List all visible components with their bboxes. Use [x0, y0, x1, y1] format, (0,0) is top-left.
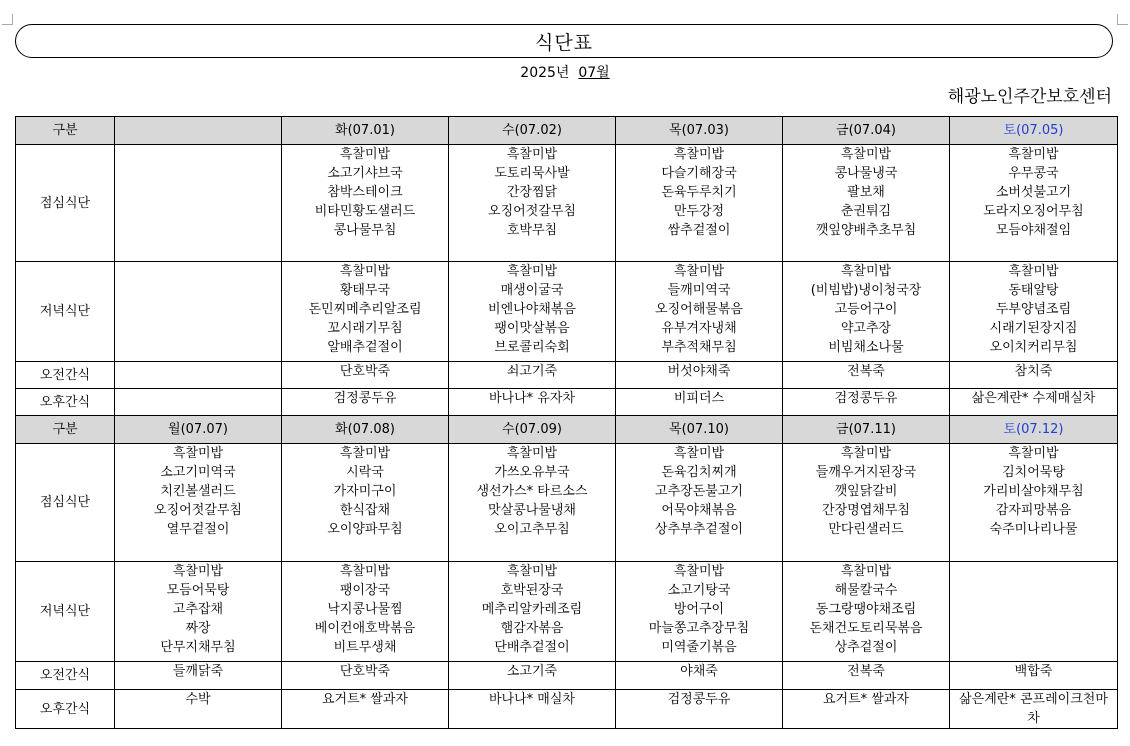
menu-item: 돈육김치찌개: [661, 465, 737, 480]
menu-item: 흑찰미밥: [339, 446, 391, 461]
menu-item: 오징어젓갈무침: [488, 204, 576, 219]
menu-item: 동그랑땡야채조림: [815, 602, 917, 617]
menu-item: 소버섯불고기: [995, 185, 1072, 200]
menu-item: 짜장: [185, 621, 211, 636]
menu-item: 흑찰미밥: [673, 446, 725, 461]
menu-item: 흑찰미밥: [1008, 446, 1059, 461]
menu-item: 약고추장: [840, 321, 892, 336]
day-header: 금(07.11): [783, 416, 950, 444]
row-pm-snack: [16, 389, 1118, 416]
menu-item: 흑찰미밥: [339, 147, 391, 162]
menu-item: 비엔나야채볶음: [488, 302, 576, 317]
row-label-header: 구분: [16, 416, 115, 444]
menu-item: 춘권튀김: [840, 204, 892, 219]
day-header: 화(07.08): [282, 416, 449, 444]
day-header: 금(07.04): [783, 117, 950, 145]
menu-cell: [449, 262, 616, 362]
day-header: 수(07.09): [449, 416, 616, 444]
day-header: 목(07.03): [616, 117, 783, 145]
menu-cell: [783, 444, 950, 562]
menu-item: 흑찰미밥: [840, 564, 892, 579]
menu-item: 베이컨애호박볶음: [314, 621, 416, 636]
menu-cell: 단호박죽: [282, 362, 449, 389]
menu-item: 흑찰미밥: [840, 264, 892, 279]
menu-item: 맛살콩나물냉채: [488, 503, 576, 518]
menu-cell: [783, 262, 950, 362]
row-label-pm-snack: 오후간식: [16, 690, 115, 729]
menu-item: 동태알탕: [1008, 283, 1059, 298]
menu-cell: [950, 145, 1118, 262]
menu-item: 한식잡채: [339, 503, 391, 518]
row-label-am-snack: 오전간식: [16, 362, 115, 389]
menu-cell: 전복죽: [783, 362, 950, 389]
menu-item: 치킨볼샐러드: [160, 484, 236, 499]
menu-item: 흑찰미밥: [1008, 147, 1059, 162]
menu-item: 낙지콩나물찜: [327, 602, 403, 617]
menu-cell: [783, 562, 950, 662]
menu-cell: [616, 262, 783, 362]
menu-item: 흑찰미밥: [506, 147, 558, 162]
menu-cell: [282, 145, 449, 262]
menu-item: 도라지오징어무침: [983, 204, 1084, 219]
year: 2025년: [520, 65, 570, 81]
menu-item: 돈채건도토리묵볶음: [809, 621, 923, 636]
menu-item: 열무겉절이: [166, 522, 230, 537]
row-label-dinner: 저녁식단: [16, 562, 115, 662]
menu-item: 흑찰미밥: [673, 264, 725, 279]
menu-table: [15, 116, 1118, 729]
menu-item: 흑찰미밥: [506, 564, 558, 579]
menu-item: 황태무국: [339, 283, 391, 298]
menu-item: 숙주미나리나물: [989, 522, 1078, 537]
menu-item: 팽이맛살볶음: [494, 321, 570, 336]
menu-cell: [115, 262, 282, 362]
menu-cell: 검정콩두유: [783, 389, 950, 416]
menu-item: 두부양념조림: [995, 302, 1072, 317]
week-header-row: [16, 117, 1118, 145]
menu-item: 비트무생채: [333, 640, 397, 655]
menu-item: 모듬야채절임: [995, 223, 1072, 238]
menu-item: 알배추겉절이: [327, 340, 403, 355]
menu-item: 유부겨자냉채: [661, 321, 737, 336]
menu-item: 흑찰미밥: [506, 264, 558, 279]
day-header: [115, 117, 282, 145]
menu-item: 미역줄기볶음: [661, 640, 737, 655]
menu-item: 상추부추겉절이: [655, 522, 743, 537]
menu-item: 돈육두루치기: [661, 185, 737, 200]
menu-item: 흑찰미밥: [840, 446, 892, 461]
row-label-header: 구분: [16, 117, 115, 145]
menu-cell: 비피더스: [616, 389, 783, 416]
menu-item: 어묵야채볶음: [661, 503, 737, 518]
menu-item: 흑찰미밥: [172, 446, 224, 461]
day-header: 수(07.02): [449, 117, 616, 145]
row-label-pm-snack: 오후간식: [16, 389, 115, 416]
menu-item: 차: [1027, 711, 1040, 726]
menu-item: 흑찰미밥: [506, 446, 558, 461]
menu-cell: 쇠고기죽: [449, 362, 616, 389]
menu-item: 다슬기해장국: [661, 166, 737, 181]
date-line: [0, 62, 1130, 82]
menu-item: 단무지채무침: [160, 640, 236, 655]
menu-cell: 단호박죽: [282, 662, 449, 690]
menu-item: 흑찰미밥: [1008, 264, 1059, 279]
menu-item: 팔보채: [847, 185, 885, 200]
row-label-lunch: 점심식단: [16, 444, 115, 562]
menu-cell: 삶은계란* 수제매실차: [950, 389, 1118, 416]
menu-cell: [115, 145, 282, 262]
menu-item: 간장찜닭: [506, 185, 558, 200]
menu-item: 간장명엽채무침: [822, 503, 910, 518]
menu-cell: [950, 262, 1118, 362]
menu-item: 흑찰미밥: [840, 147, 892, 162]
row-dinner: [16, 262, 1118, 362]
menu-item: 가리비살야채무침: [983, 484, 1084, 499]
menu-item: 김치어묵탕: [1002, 465, 1065, 480]
menu-item: 오이양파무침: [327, 522, 403, 537]
day-header: 토(07.12): [950, 416, 1118, 444]
menu-cell: [282, 262, 449, 362]
menu-cell: 백합죽: [950, 662, 1118, 690]
menu-item: 생선가스* 타르소스: [476, 484, 588, 499]
menu-cell: 검정콩두유: [282, 389, 449, 416]
menu-item: (비빔밥)냉이청국장: [810, 283, 922, 298]
row-am-snack: [16, 362, 1118, 389]
menu-item: 오이고추무침: [494, 522, 570, 537]
menu-cell: [950, 444, 1118, 562]
menu-item: 콩나물무침: [333, 223, 397, 238]
menu-cell: [950, 562, 1118, 662]
row-label-lunch: 점심식단: [16, 145, 115, 262]
menu-cell: 참치죽: [950, 362, 1118, 389]
menu-item: 매생이굴국: [500, 283, 564, 298]
row-dinner: [16, 562, 1118, 662]
menu-item: 호박무침: [506, 223, 558, 238]
menu-item: 소고기샤브국: [327, 166, 403, 181]
menu-cell: 버섯야채죽: [616, 362, 783, 389]
menu-cell: [115, 362, 282, 389]
menu-cell: [616, 444, 783, 562]
menu-cell: [282, 444, 449, 562]
menu-item: 흑찰미밥: [339, 264, 391, 279]
menu-item: 메추리알카레조림: [481, 602, 583, 617]
menu-cell: [449, 145, 616, 262]
menu-item: 만다린샐러드: [828, 522, 904, 537]
menu-cell: 요거트* 쌀과자: [282, 690, 449, 729]
menu-item: 오징어해물볶음: [655, 302, 743, 317]
menu-cell: 수박: [115, 690, 282, 729]
month: 07월: [578, 65, 610, 81]
menu-cell: [616, 145, 783, 262]
menu-item: 감자피망볶음: [995, 503, 1072, 518]
row-label-am-snack: 오전간식: [16, 662, 115, 690]
menu-item: 팽이장국: [339, 583, 391, 598]
row-label-dinner: 저녁식단: [16, 262, 115, 362]
week-header-row: [16, 416, 1118, 444]
menu-item: 가자미구이: [333, 484, 397, 499]
menu-item: 깻잎닭갈비: [834, 484, 898, 499]
menu-item: 호박된장국: [500, 583, 564, 598]
menu-cell: [449, 562, 616, 662]
menu-item: 깻잎양배추초무침: [815, 223, 917, 238]
menu-cell: [115, 444, 282, 562]
page-title: 식단표: [534, 31, 594, 54]
row-lunch: [16, 444, 1118, 562]
menu-item: 돈민찌메추리알조림: [308, 302, 422, 317]
menu-item: 부추적채무침: [661, 340, 737, 355]
menu-item: 고등어구이: [834, 302, 898, 317]
menu-item: 가쓰오유부국: [494, 465, 570, 480]
menu-cell: 전복죽: [783, 662, 950, 690]
menu-item: 소고기미역국: [160, 465, 236, 480]
menu-item: 소고기탕국: [667, 583, 731, 598]
menu-item: 해물칼국수: [834, 583, 898, 598]
menu-item: 오징어젓갈무침: [154, 503, 242, 518]
menu-item: 삶은계란* 콘프레이크천마: [959, 692, 1108, 707]
row-am-snack: [16, 662, 1118, 690]
menu-cell: [282, 562, 449, 662]
menu-item: 들깨우거지된장국: [815, 465, 917, 480]
menu-item: 꼬시래기무침: [327, 321, 403, 336]
menu-cell: 소고기죽: [449, 662, 616, 690]
menu-item: 오이치커리무침: [989, 340, 1078, 355]
menu-item: 흑찰미밥: [339, 564, 391, 579]
menu-item: 햄감자볶음: [500, 621, 564, 636]
day-header: 월(07.07): [115, 416, 282, 444]
menu-item: 우무콩국: [1008, 166, 1059, 181]
menu-item: 단배추겉절이: [494, 640, 570, 655]
menu-item: 브로콜리숙회: [494, 340, 570, 355]
menu-item: 만두강정: [673, 204, 725, 219]
page-corner-mark: [2, 14, 13, 25]
menu-cell: [115, 389, 282, 416]
menu-item: 비타민황도샐러드: [314, 204, 416, 219]
menu-item: 흑찰미밥: [673, 564, 725, 579]
menu-item: 시락국: [346, 465, 384, 480]
menu-cell: 야채죽: [616, 662, 783, 690]
menu-item: 콩나물냉국: [834, 166, 898, 181]
title-box: [15, 24, 1113, 58]
menu-item: 비빔채소나물: [828, 340, 904, 355]
day-header: 화(07.01): [282, 117, 449, 145]
menu-item: 흑찰미밥: [673, 147, 725, 162]
menu-item: 도토리묵사발: [494, 166, 570, 181]
menu-cell: [783, 145, 950, 262]
row-lunch: [16, 145, 1118, 262]
menu-item: 고추잡채: [172, 602, 224, 617]
menu-cell: [616, 562, 783, 662]
center-name: 해광노인주간보호센터: [947, 87, 1112, 107]
menu-item: 방어구이: [673, 602, 725, 617]
row-pm-snack: [16, 690, 1118, 729]
menu-item: 참박스테이크: [327, 185, 403, 200]
menu-cell: 검정콩두유: [616, 690, 783, 729]
menu-item: 마늘쫑고추장무침: [648, 621, 750, 636]
menu-item: 들깨미역국: [667, 283, 731, 298]
menu-item: 고추장돈불고기: [655, 484, 743, 499]
day-header: 목(07.10): [616, 416, 783, 444]
menu-cell: 요거트* 쌀과자: [783, 690, 950, 729]
menu-item: 쌈추겉절이: [667, 223, 731, 238]
menu-cell: 들깨닭죽: [115, 662, 282, 690]
day-header: 토(07.05): [950, 117, 1118, 145]
menu-item: 상추겉절이: [834, 640, 898, 655]
menu-item: 흑찰미밥: [172, 564, 224, 579]
menu-cell: [950, 690, 1118, 729]
menu-cell: 바나나* 매실차: [449, 690, 616, 729]
menu-cell: [449, 444, 616, 562]
menu-cell: [115, 562, 282, 662]
menu-item: 시래기된장지짐: [989, 321, 1078, 336]
menu-item: 모듬어묵탕: [166, 583, 230, 598]
page-corner-mark: [1117, 14, 1128, 25]
menu-cell: 바나나* 유자차: [449, 389, 616, 416]
